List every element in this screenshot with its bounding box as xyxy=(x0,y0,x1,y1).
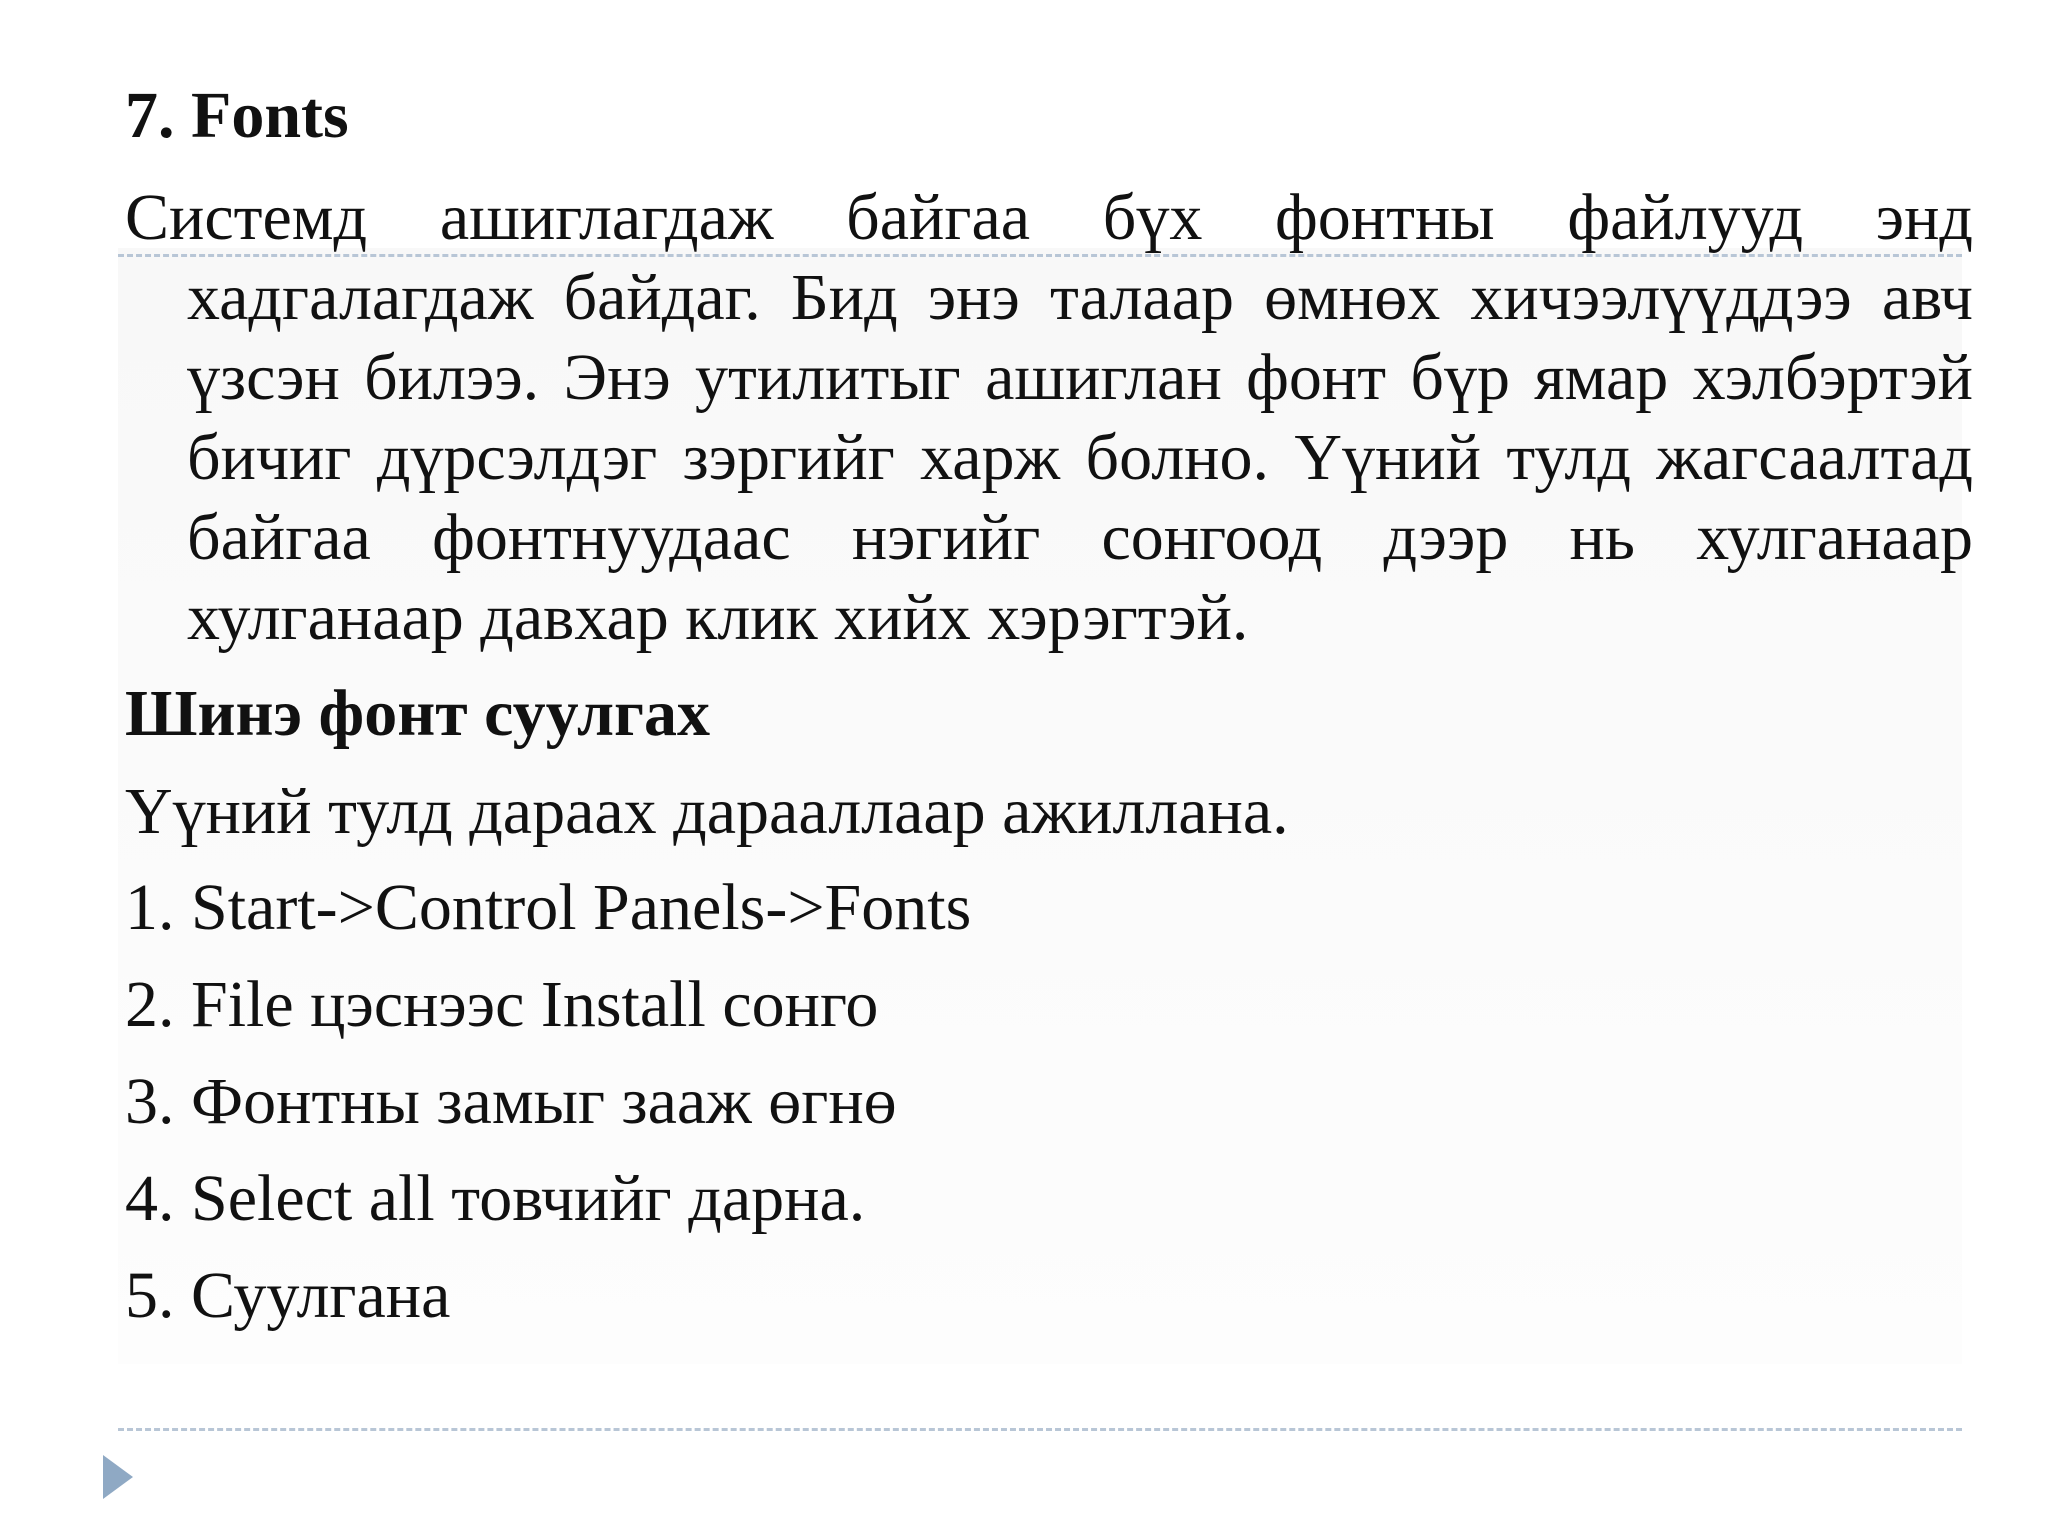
install-step: 5. Суулгана xyxy=(125,1259,451,1332)
install-title: Шинэ фонт суулгах xyxy=(125,677,710,750)
install-step: 2. File цэснээс Install сонго xyxy=(125,968,879,1041)
section-title: 7. Fonts xyxy=(125,79,349,152)
install-step: 3. Фонтны замыг зааж өгнө xyxy=(125,1065,897,1138)
triangle-right-icon xyxy=(103,1455,133,1499)
bottom-divider xyxy=(118,1428,1962,1431)
install-intro: Үүний тулд дараах дарааллаар ажиллана. xyxy=(125,775,1289,848)
install-step: 4. Select all товчийг дарна. xyxy=(125,1162,866,1235)
install-steps xyxy=(125,868,971,1353)
section-paragraph: Системд ашиглагдаж байгаа бүх фонтны файлууд энд хадгалагдаж байдаг. Бид энэ талаар өмнөх хичээлүүддээ авч үзсэн билээ. Энэ утилитыг ашиглан фонт бүр ямар хэлбэртэй бичиг дүрсэлдэг зэргийг харж болно. Үүний тулд жагсаалтад байгаа фонтнуудаас нэгийг сонгоод дээр нь хулганаар хулганаар давхар клик хийх хэрэгтэй. xyxy=(125,181,1973,654)
install-step: 1. Start->Control Panels->Fonts xyxy=(125,871,972,944)
